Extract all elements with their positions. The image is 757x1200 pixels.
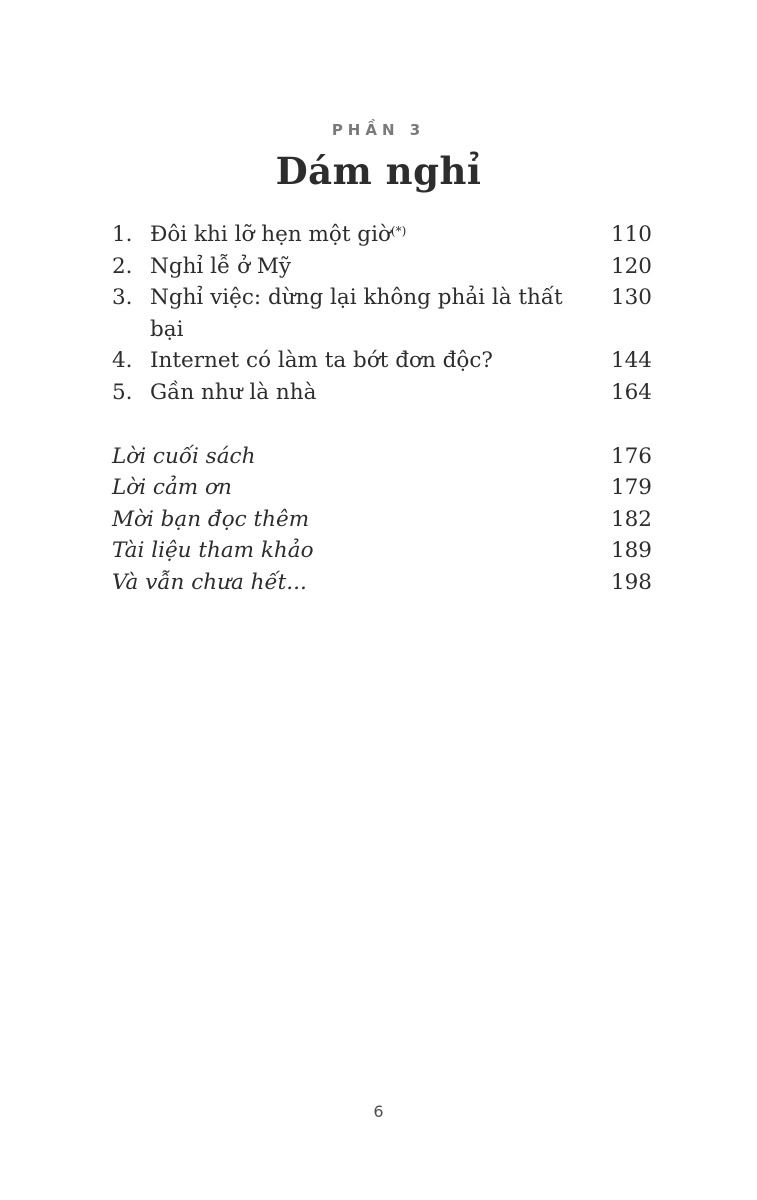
back-matter-title: Và vẫn chưa hết... — [112, 569, 307, 595]
footnote-marker: (*) — [390, 224, 407, 238]
toc-entry-page: 164 — [610, 379, 652, 405]
toc-entry-number: 2. — [112, 253, 133, 279]
chapter-list — [112, 219, 652, 409]
part-label: PHẦN 3 — [331, 121, 426, 139]
back-matter-page: 179 — [610, 475, 652, 501]
back-matter-page: 198 — [610, 569, 652, 595]
back-matter-list — [112, 441, 652, 599]
back-matter-page: 176 — [610, 443, 652, 469]
toc-entry — [112, 251, 652, 283]
toc-entry-title — [150, 251, 611, 283]
back-matter-title: Lời cảm ơn — [112, 475, 232, 501]
toc-entry-title-text: Gần như là nhà — [150, 379, 317, 405]
page-number: 6 — [373, 1102, 384, 1121]
back-matter-entry — [112, 441, 652, 473]
toc-entry-title — [150, 345, 611, 377]
toc-entry-number: 3. — [112, 285, 133, 311]
back-matter-entry — [112, 567, 652, 599]
toc-entry-number: 5. — [112, 379, 133, 405]
toc-entry-title — [150, 282, 611, 345]
toc-entry — [112, 219, 652, 251]
toc-entry-title — [150, 377, 611, 409]
toc-entry-title-text: Nghỉ việc: dừng lại không phải là thất bại — [150, 285, 563, 342]
toc-entry-page: 120 — [610, 253, 652, 279]
toc-entry-title-text: Nghỉ lễ ở Mỹ — [150, 253, 292, 279]
back-matter-entry — [112, 504, 652, 536]
toc-entry-title-text: Đôi khi lỡ hẹn một giờ — [150, 222, 391, 247]
back-matter-title: Mời bạn đọc thêm — [112, 506, 310, 532]
back-matter-page: 189 — [610, 538, 652, 564]
toc-entry-number: 1. — [112, 222, 133, 247]
back-matter-page: 182 — [610, 506, 652, 532]
toc-entry — [112, 377, 652, 409]
toc-entry-page: 144 — [610, 348, 652, 374]
toc-entry-title-text: Internet có làm ta bớt đơn độc? — [150, 348, 493, 374]
section-title: Dám nghỉ — [275, 149, 482, 193]
back-matter-title: Tài liệu tham khảo — [112, 538, 314, 564]
toc-entry-page: 130 — [610, 285, 652, 311]
toc-entry-title — [150, 219, 611, 251]
toc-entry — [112, 282, 652, 345]
back-matter-entry — [112, 535, 652, 567]
back-matter-entry — [112, 472, 652, 504]
toc-entry — [112, 345, 652, 377]
back-matter-title: Lời cuối sách — [112, 443, 256, 469]
toc-entry-number: 4. — [112, 348, 133, 374]
toc-entry-page: 110 — [610, 222, 652, 247]
